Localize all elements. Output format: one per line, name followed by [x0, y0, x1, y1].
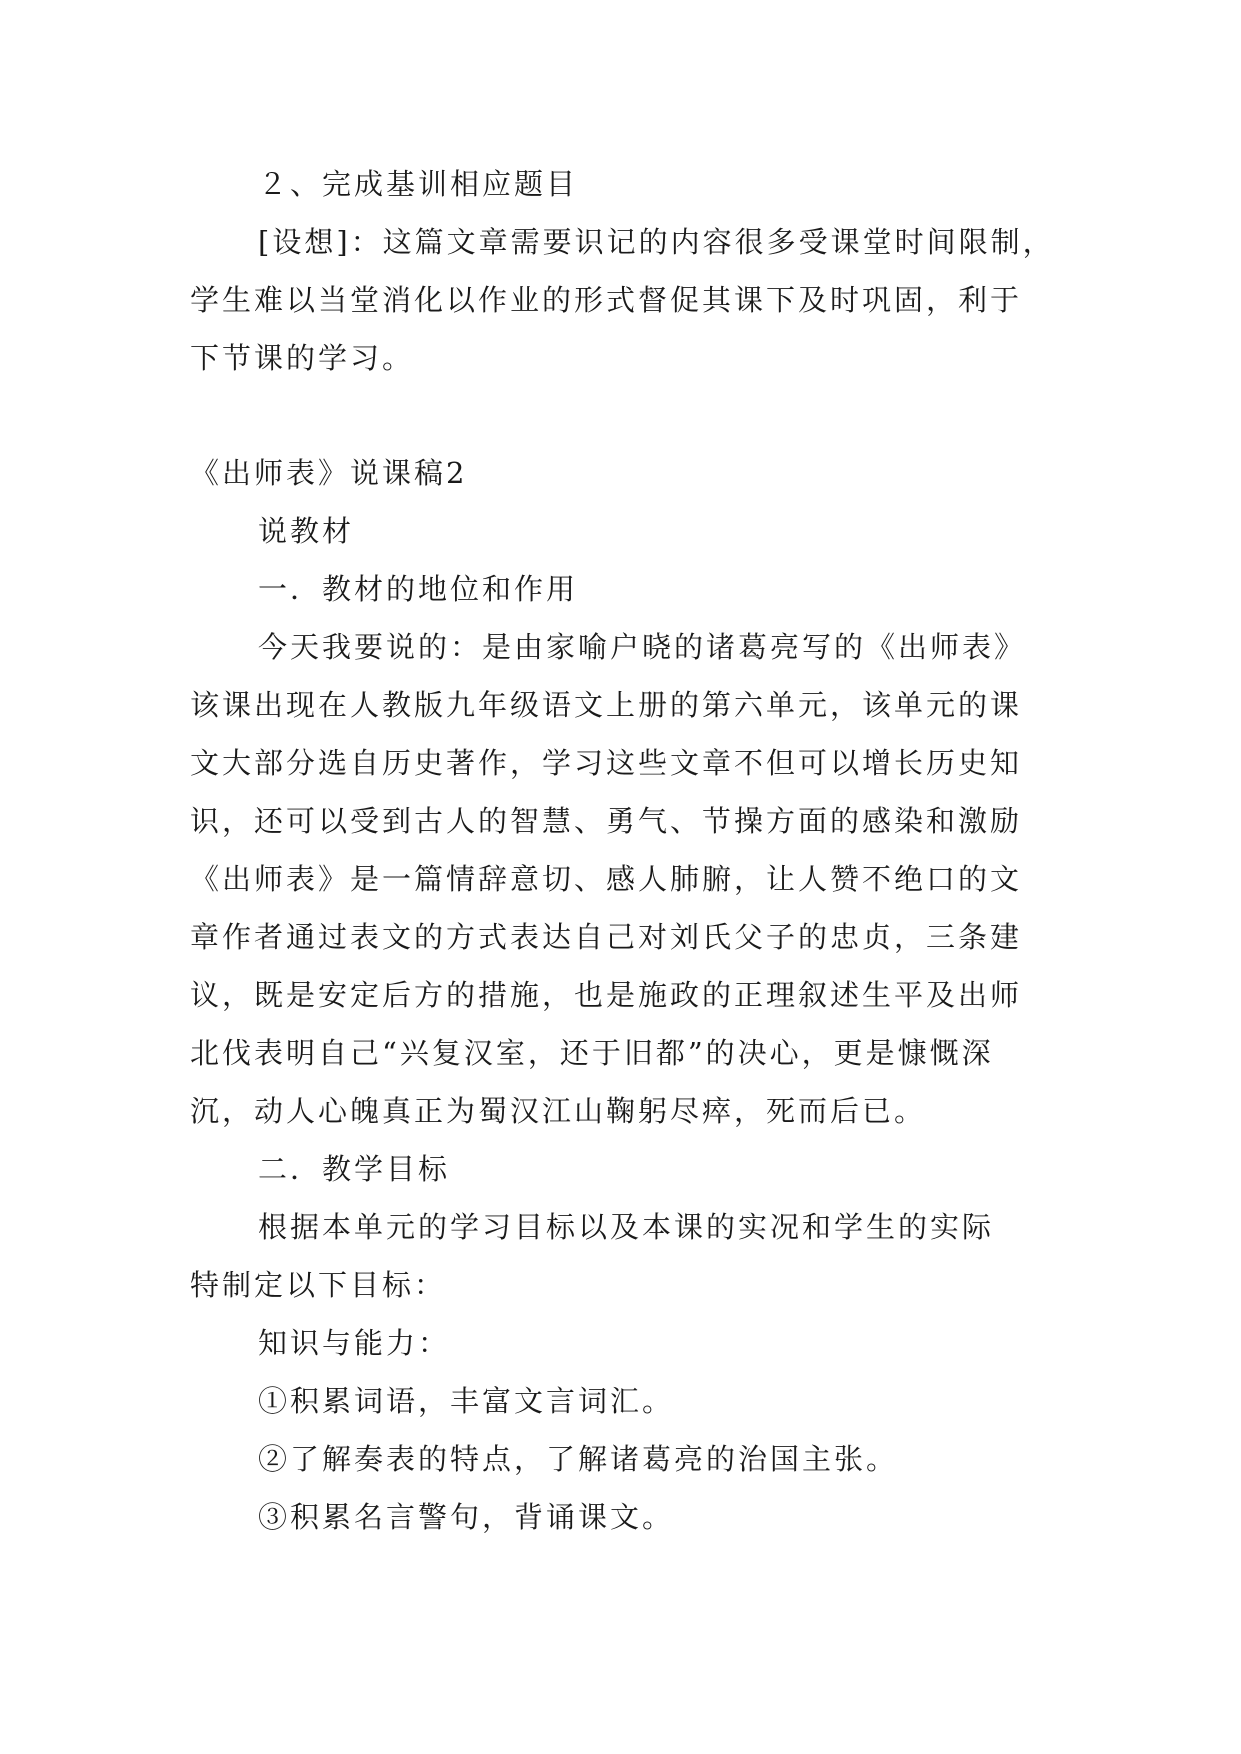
paragraph-line: 北伐表明自己“兴复汉室，还于旧都”的决心，更是慷慨深: [190, 1036, 994, 1070]
paragraph-line: 识，还可以受到古人的智慧、勇气、节操方面的感染和激励: [190, 804, 1023, 838]
heading-knowledge-ability: 知识与能力：: [258, 1326, 451, 1360]
heading-textbook: 说教材: [258, 514, 355, 548]
goal-item-1: ①积累词语，丰富文言词汇。: [258, 1384, 675, 1418]
paragraph-line: 文大部分选自历史著作，学习这些文章不但可以增长历史知: [190, 746, 1023, 780]
heading-status-role: 一．教材的地位和作用: [258, 572, 579, 606]
paragraph-line: 议，既是安定后方的措施，也是施政的正理叙述生平及出师: [190, 978, 1023, 1012]
goal-item-2: ②了解奏表的特点，了解诸葛亮的治国主张。: [258, 1442, 899, 1476]
section-title: 《出师表》说课稿2: [190, 456, 468, 490]
design-note-line-1: [设想]：这篇文章需要识记的内容很多受课堂时间限制，: [258, 225, 1055, 259]
goal-item-3: ③积累名言警句，背诵课文。: [258, 1500, 675, 1534]
design-note-line-3: 下节课的学习。: [190, 341, 415, 375]
paragraph-line: 该课出现在人教版九年级语文上册的第六单元，该单元的课: [190, 688, 1023, 722]
assignment-item-2: ２、完成基训相应题目: [258, 167, 579, 201]
paragraph-line: 今天我要说的：是由家喻户晓的诸葛亮写的《出师表》: [258, 630, 1027, 664]
paragraph-line: 章作者通过表文的方式表达自己对刘氏父子的忠贞，三条建: [190, 920, 1023, 954]
heading-teaching-goals: 二．教学目标: [258, 1152, 451, 1186]
paragraph-line: 特制定以下目标：: [190, 1268, 447, 1302]
paragraph-line: 沉，动人心魄真正为蜀汉江山鞠躬尽瘁，死而后已。: [190, 1094, 927, 1128]
paragraph-line: 《出师表》是一篇情辞意切、感人肺腑，让人赞不绝口的文: [190, 862, 1023, 896]
paragraph-line: 根据本单元的学习目标以及本课的实况和学生的实际: [258, 1210, 995, 1244]
design-note-line-2: 学生难以当堂消化以作业的形式督促其课下及时巩固，利于: [190, 283, 1023, 317]
